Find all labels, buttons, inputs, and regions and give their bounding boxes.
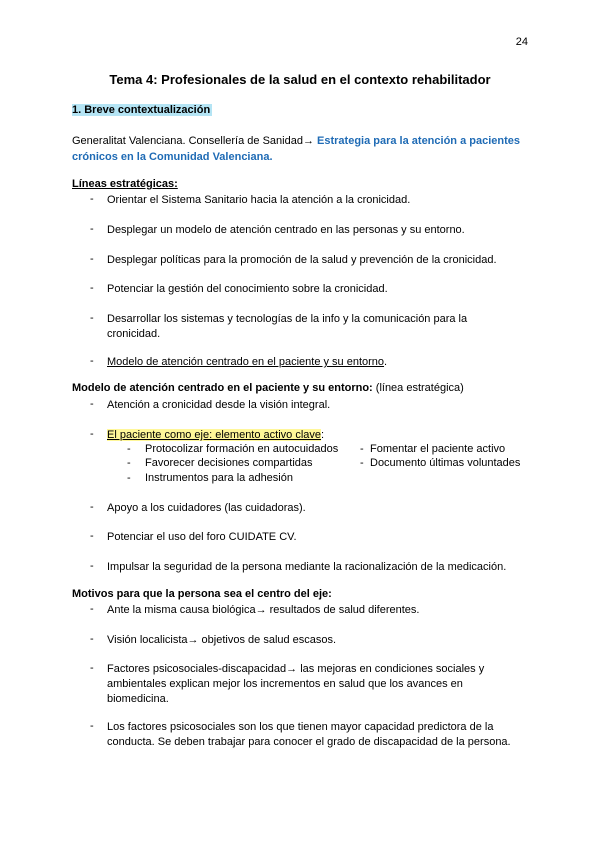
bullet-dash: - [90,355,94,367]
sub-bullet-dash: - [127,443,131,455]
bullet-dash: - [90,312,94,324]
bullet-dash: - [90,720,94,732]
bullet-dash: - [90,530,94,542]
modelo-heading-note: (línea estratégica) [372,382,464,394]
item-period: . [384,356,388,368]
bullet-dash: - [90,501,94,513]
bullet-dash: - [90,428,94,440]
sub-bullet-dash: - [360,457,364,469]
bullet-dash: - [90,603,94,615]
list-item: Los factores psicosociales son los que tienen mayor capacidad predictora de la conducta. Se deben trabajar para conocer el grado de discapacidad de la persona. [107,721,511,748]
model-link[interactable]: Modelo de atención centrado en el paciente y su entorno [107,356,385,368]
intro-text: Generalitat Valenciana. Consellería de Sanidad→ [72,135,318,147]
highlighted-item: El paciente como eje: elemento activo clave [107,429,322,441]
bullet-dash: - [90,633,94,645]
modelo-heading [72,382,464,394]
bullet-dash: - [90,223,94,235]
sub-bullet-dash: - [127,472,131,484]
page-title: Tema 4: Profesionales de la salud en el contexto rehabilitador [109,72,491,87]
list-item: Desplegar políticas para la promoción de la salud y prevención de la cronicidad. [107,254,497,266]
list-item: Ante la misma causa biológica→ resultados de salud diferentes. [107,604,420,616]
sub-list-item: Instrumentos para la adhesión [145,472,293,484]
sub-list-item: Favorecer decisiones compartidas [145,457,313,469]
list-item: Orientar el Sistema Sanitario hacia la atención a la cronicidad. [107,194,411,206]
sub-bullet-dash: - [127,457,131,469]
sub-bullet-dash: - [360,443,364,455]
sub-list-item: Protocolizar formación en autocuidados [145,443,339,455]
list-item: Factores psicosociales-discapacidad→ las mejoras en condiciones sociales y ambientales explican mejor los incrementos en salud que los avances en biomedicina. [107,663,485,705]
modelo-heading-text: Modelo de atención centrado en el paciente y su entorno: [72,382,373,394]
section-heading: 1. Breve contextualización [72,104,211,116]
list-item [107,355,537,370]
intro-paragraph [72,133,532,165]
bullet-dash: - [90,253,94,265]
list-item: Atención a cronicidad desde la visión integral. [107,399,331,411]
list-item: Impulsar la seguridad de la persona mediante la racionalización de la medicación. [107,561,507,573]
bullet-dash: - [90,398,94,410]
bullet-dash: - [90,193,94,205]
list-item: Desarrollar los sistemas y tecnologías de la info y la comunicación para la cronicidad. [107,313,468,340]
bullet-dash: - [90,282,94,294]
page-number: 24 [515,36,528,48]
lineas-heading: Líneas estratégicas: [72,178,178,190]
item-colon: : [321,429,325,441]
list-item [107,428,537,443]
list-item: Visión localicista→ objetivos de salud escasos. [107,634,337,646]
list-item: Potenciar la gestión del conocimiento sobre la cronicidad. [107,283,388,295]
list-item: Desplegar un modelo de atención centrado en las personas y su entorno. [107,224,465,236]
sub-list-item: Fomentar el paciente activo [370,443,506,455]
bullet-dash: - [90,662,94,674]
list-item: Potenciar el uso del foro CUIDATE CV. [107,531,297,543]
strategy-link[interactable]: Estrategia para la atención a pacientes crónicos en la Comunidad Valenciana. [72,135,520,163]
list-item: Apoyo a los cuidadores (las cuidadoras). [107,502,306,514]
bullet-dash: - [90,560,94,572]
motivos-heading: Motivos para que la persona sea el centro del eje: [72,588,332,600]
sub-list-item: Documento últimas voluntades [370,457,521,469]
